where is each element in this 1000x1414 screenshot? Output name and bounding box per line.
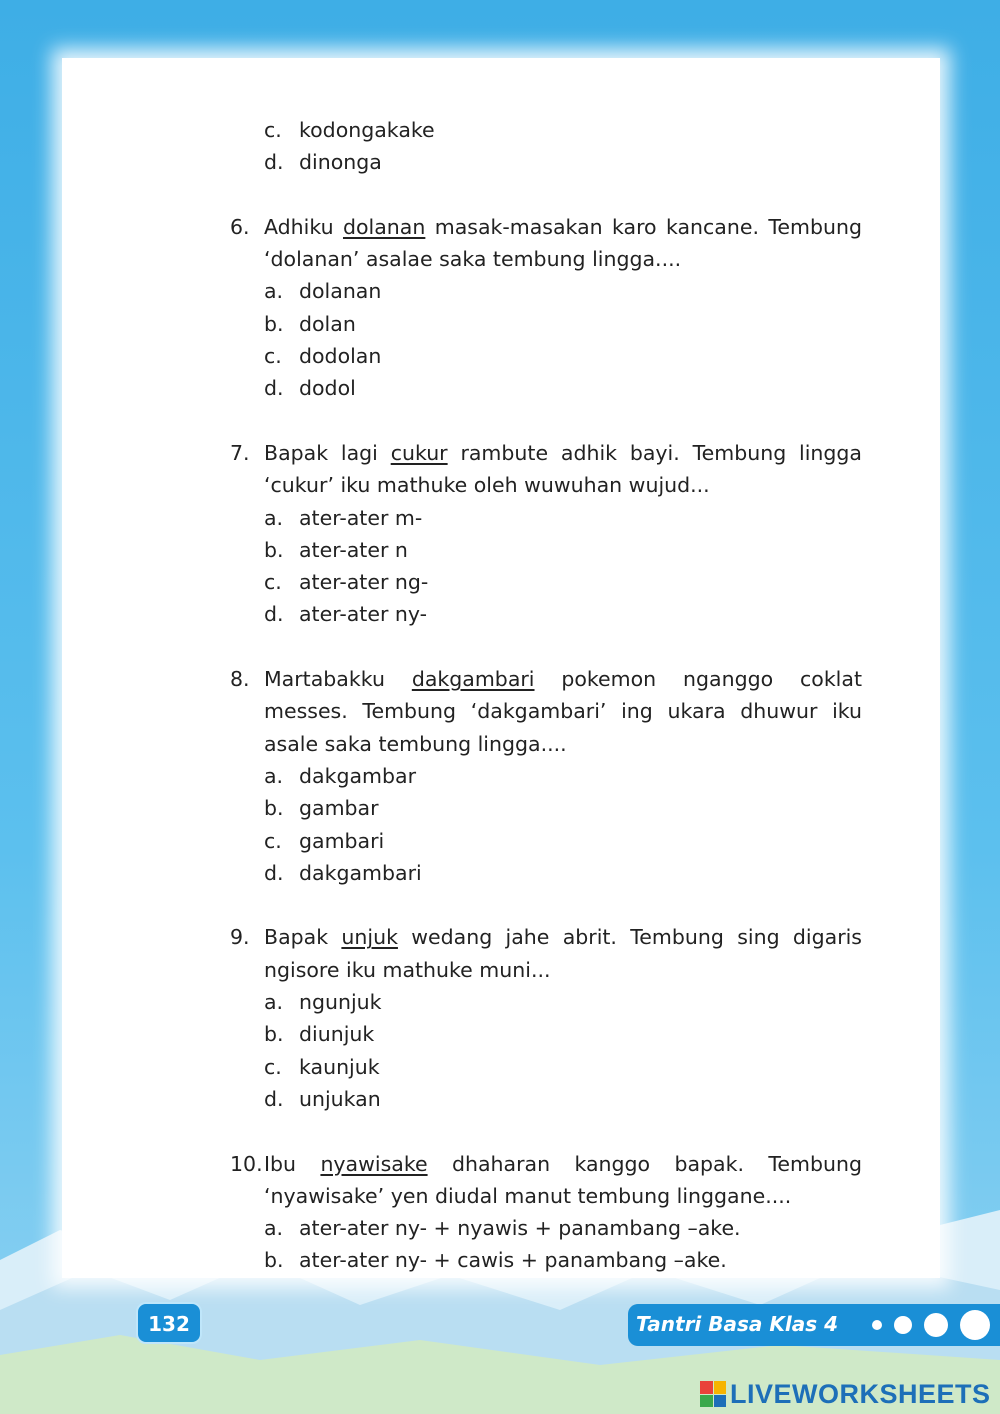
option-text: kodongakake <box>299 118 435 142</box>
option-row <box>264 114 862 146</box>
option-row <box>264 598 862 630</box>
text-segment: asale saka tembung lingga.... <box>264 731 567 756</box>
question-line <box>230 211 862 243</box>
page-number-badge <box>136 1302 202 1344</box>
question-text <box>264 695 862 727</box>
option-row <box>264 275 862 307</box>
option-text: dakgambar <box>299 763 416 788</box>
text-segment: rambute adhik bayi. Tembung lingga <box>447 440 862 465</box>
option-row <box>264 340 862 372</box>
option-row <box>264 502 862 534</box>
option-text: ater-ater m- <box>299 505 423 530</box>
option-row <box>264 308 862 340</box>
text-segment: dhaharan kanggo bapak. Tembung <box>427 1151 862 1176</box>
option-row <box>264 825 862 857</box>
question-line <box>264 954 862 986</box>
option-letter: d. <box>264 376 284 401</box>
question-text <box>264 437 862 469</box>
question-text <box>264 728 862 760</box>
question-7 <box>230 437 862 631</box>
question-line <box>230 921 862 953</box>
option-letter: c. <box>264 828 282 853</box>
option-letter: d. <box>264 860 284 885</box>
text-segment: Martabakku <box>264 667 412 692</box>
option-row <box>264 566 862 598</box>
question-text <box>264 1180 862 1212</box>
question-line <box>264 695 862 727</box>
option-letter: c. <box>264 570 282 595</box>
underlined-word: dakgambari <box>411 667 535 692</box>
question-number: 9. <box>230 925 250 950</box>
question-line <box>230 1148 862 1180</box>
text-segment: wedang jahe abrit. Tembung sing digaris <box>397 925 862 950</box>
question-line <box>230 437 862 469</box>
text-segment: ‘nyawisake’ yen diudal manut tembung linggane.... <box>264 1183 792 1208</box>
option-row <box>264 1051 862 1083</box>
option-row <box>264 372 862 404</box>
option-text: diunjuk <box>299 1022 375 1047</box>
question-line <box>264 469 862 501</box>
text-segment: Bapak lagi <box>264 440 391 465</box>
option-text: ater-ater n <box>299 537 408 562</box>
question-10 <box>230 1148 862 1277</box>
question-text <box>264 921 862 953</box>
question-text <box>264 211 862 243</box>
option-row <box>264 1244 862 1276</box>
option-letter: c. <box>264 118 282 142</box>
option-text: dodolan <box>299 344 382 369</box>
option-letter: b. <box>264 796 284 821</box>
option-letter: a. <box>264 990 284 1015</box>
option-row <box>264 986 862 1018</box>
option-text: ater-ater ny- <box>299 602 428 627</box>
option-row <box>264 1018 862 1050</box>
question-text <box>264 954 862 986</box>
text-segment: masak-masakan karo kancane. Tembung <box>425 214 862 239</box>
footer-dot-icon <box>924 1313 948 1337</box>
option-text: ater-ater ng- <box>299 570 429 595</box>
question-number: 8. <box>230 667 250 692</box>
text-segment: pokemon nganggo coklat <box>534 667 862 692</box>
option-letter: b. <box>264 537 284 562</box>
option-row <box>264 534 862 566</box>
underlined-word: cukur <box>390 440 448 465</box>
question-8 <box>230 663 862 889</box>
footer-dot-icon <box>960 1310 990 1340</box>
option-text: gambari <box>299 828 385 853</box>
text-segment: Ibu <box>264 1151 321 1176</box>
question-number: 10. <box>230 1151 263 1176</box>
option-row <box>264 760 862 792</box>
option-letter: b. <box>264 311 284 336</box>
option-row <box>264 146 862 178</box>
liveworksheets-watermark <box>700 1378 991 1410</box>
option-text: gambar <box>299 796 379 821</box>
question-9 <box>230 921 862 1115</box>
text-segment: ‘dolanan’ asalae saka tembung lingga.... <box>264 247 682 272</box>
underlined-word: dolanan <box>342 214 426 239</box>
option-letter: b. <box>264 1248 284 1273</box>
option-row <box>264 1212 862 1244</box>
text-segment: Bapak <box>264 925 342 950</box>
question-text <box>264 663 862 695</box>
footer-dot-icon <box>872 1320 882 1330</box>
question-6 <box>230 211 862 405</box>
option-letter: a. <box>264 279 284 304</box>
option-letter: a. <box>264 505 284 530</box>
question-text <box>264 1148 862 1180</box>
text-segment: Adhiku <box>264 214 343 239</box>
option-letter: a. <box>264 1216 284 1241</box>
question-list <box>230 114 862 1309</box>
option-letter: d. <box>264 1086 284 1111</box>
book-title-bar <box>628 1304 1000 1346</box>
option-letter: a. <box>264 763 284 788</box>
option-text: dodol <box>299 376 356 401</box>
option-text: dakgambari <box>299 860 422 885</box>
text-segment: ‘cukur’ iku mathuke oleh wuwuhan wujud... <box>264 473 710 498</box>
underlined-word: nyawisake <box>320 1151 428 1176</box>
text-segment: ngisore iku mathuke muni... <box>264 957 551 982</box>
question-line <box>264 728 862 760</box>
option-letter: c. <box>264 344 282 369</box>
option-text: ater-ater ny- + cawis + panambang –ake. <box>299 1248 727 1273</box>
question-line <box>264 243 862 275</box>
question-text <box>264 469 862 501</box>
option-letter: d. <box>264 602 284 627</box>
question-text <box>264 243 862 275</box>
liveworksheets-logo-icon <box>700 1381 726 1407</box>
option-row <box>264 792 862 824</box>
option-text: ater-ater ny- + nyawis + panambang –ake. <box>299 1216 741 1241</box>
option-row <box>264 1083 862 1115</box>
underlined-word: unjuk <box>341 925 398 950</box>
question-number: 6. <box>230 214 250 239</box>
option-text: dolanan <box>299 279 382 304</box>
footer-dot-icon <box>894 1316 912 1334</box>
option-text: unjukan <box>299 1086 381 1111</box>
option-letter: d. <box>264 150 284 175</box>
option-row <box>264 857 862 889</box>
watermark-text: LIVEWORKSHEETS <box>730 1378 991 1409</box>
option-letter: b. <box>264 1022 284 1047</box>
text-segment: messes. Tembung ‘dakgambari’ ing ukara dhuwur iku <box>264 699 862 724</box>
option-text: ngunjuk <box>299 990 382 1015</box>
page-number: 132 <box>148 1312 190 1336</box>
question-number: 7. <box>230 440 250 465</box>
question-line <box>264 1180 862 1212</box>
option-letter: c. <box>264 1054 282 1079</box>
option-text: kaunjuk <box>299 1054 380 1079</box>
previous-question-options <box>230 114 862 179</box>
option-text: dinonga <box>299 150 382 175</box>
option-text: dolan <box>299 311 356 336</box>
book-title: Tantri Basa Klas 4 <box>636 1312 838 1336</box>
question-line <box>230 663 862 695</box>
